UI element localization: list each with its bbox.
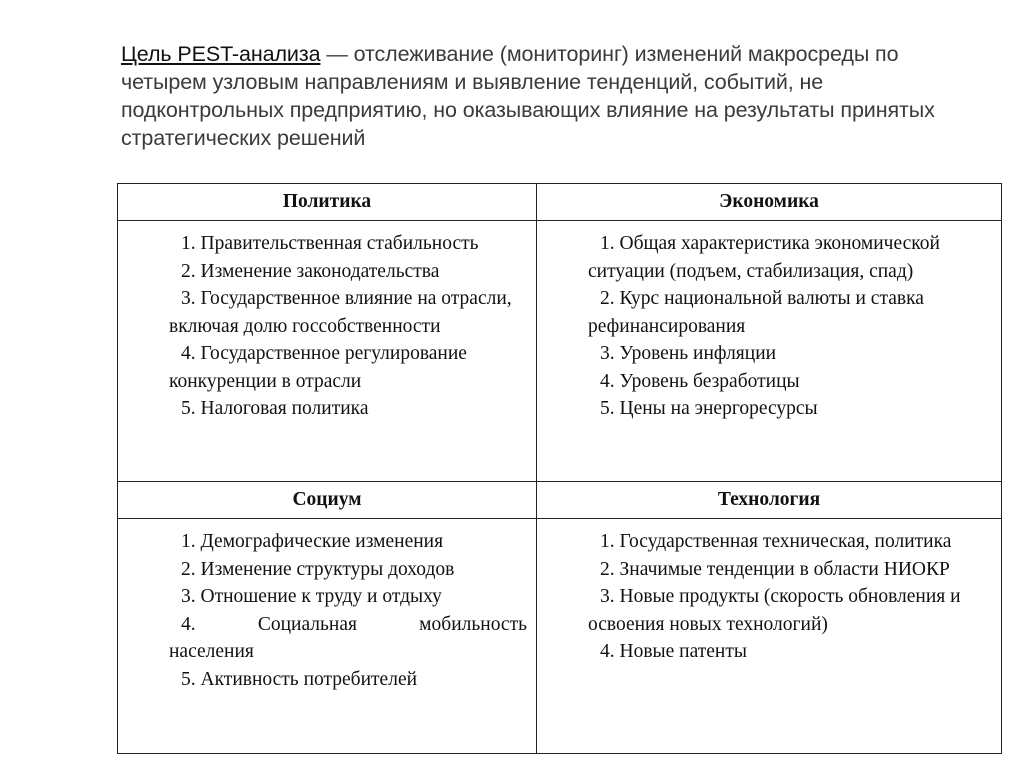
cell-society <box>118 519 537 754</box>
technology-item: 2. Значимые тенденции в области НИОКР <box>600 558 950 580</box>
politics-item: 1. Правительственная стабильность <box>181 233 479 254</box>
society-item: 5. Активность потребителей <box>181 668 418 690</box>
intro-paragraph <box>121 40 981 152</box>
pest-table <box>117 183 1002 754</box>
economy-item: 5. Цены на энергоресурсы <box>600 398 818 419</box>
society-item: 1. Демографические изменения <box>181 531 444 552</box>
technology-item: 1. Государственная техническая, политика <box>600 531 952 552</box>
header-society: Социум <box>118 482 537 519</box>
politics-item: 2. Изменение законодательства <box>181 260 440 282</box>
society-item: 4. Социальная мобильность <box>181 613 527 635</box>
society-item-continuation: населения <box>169 641 254 662</box>
politics-item: 3. Государственное влияние на отрасли, включая долю госсобственности <box>169 288 512 337</box>
header-row-top <box>118 184 1002 221</box>
society-item: 3. Отношение к труду и отдыху <box>181 586 442 607</box>
cell-politics <box>118 221 537 482</box>
politics-item: 4. Государственное регулирование конкуренции в отрасли <box>169 343 467 392</box>
cell-technology <box>537 519 1002 754</box>
economy-item: 3. Уровень инфляции <box>600 343 777 364</box>
content-row-top <box>118 221 1002 482</box>
society-item: 2. Изменение структуры доходов <box>181 558 455 580</box>
technology-item: 4. Новые патенты <box>600 641 747 662</box>
intro-term: Цель PEST-анализа <box>121 42 321 66</box>
economy-item: 2. Курс национальной валюты и ставка рефинансирования <box>588 288 924 337</box>
economy-item: 4. Уровень безработицы <box>600 370 800 392</box>
header-politics: Политика <box>118 184 537 221</box>
header-economy: Экономика <box>537 184 1002 221</box>
economy-item: 1. Общая характеристика экономической ситуации (подъем, стабилизация, спад) <box>588 233 940 282</box>
content-row-bottom <box>118 519 1002 754</box>
header-technology: Технология <box>537 482 1002 519</box>
politics-item: 5. Налоговая политика <box>181 398 369 419</box>
technology-item: 3. Новые продукты (скорость обновления и освоения новых технологий) <box>588 586 961 635</box>
header-row-bottom <box>118 482 1002 519</box>
cell-economy <box>537 221 1002 482</box>
intro-text: — отслеживание (мониторинг) изменений макросреды по четырем узловым направлениям и выявление тенденций, событий, не подконтрольных предприятию, но оказывающих влияние на результаты принятых стратегических решений <box>121 42 935 150</box>
